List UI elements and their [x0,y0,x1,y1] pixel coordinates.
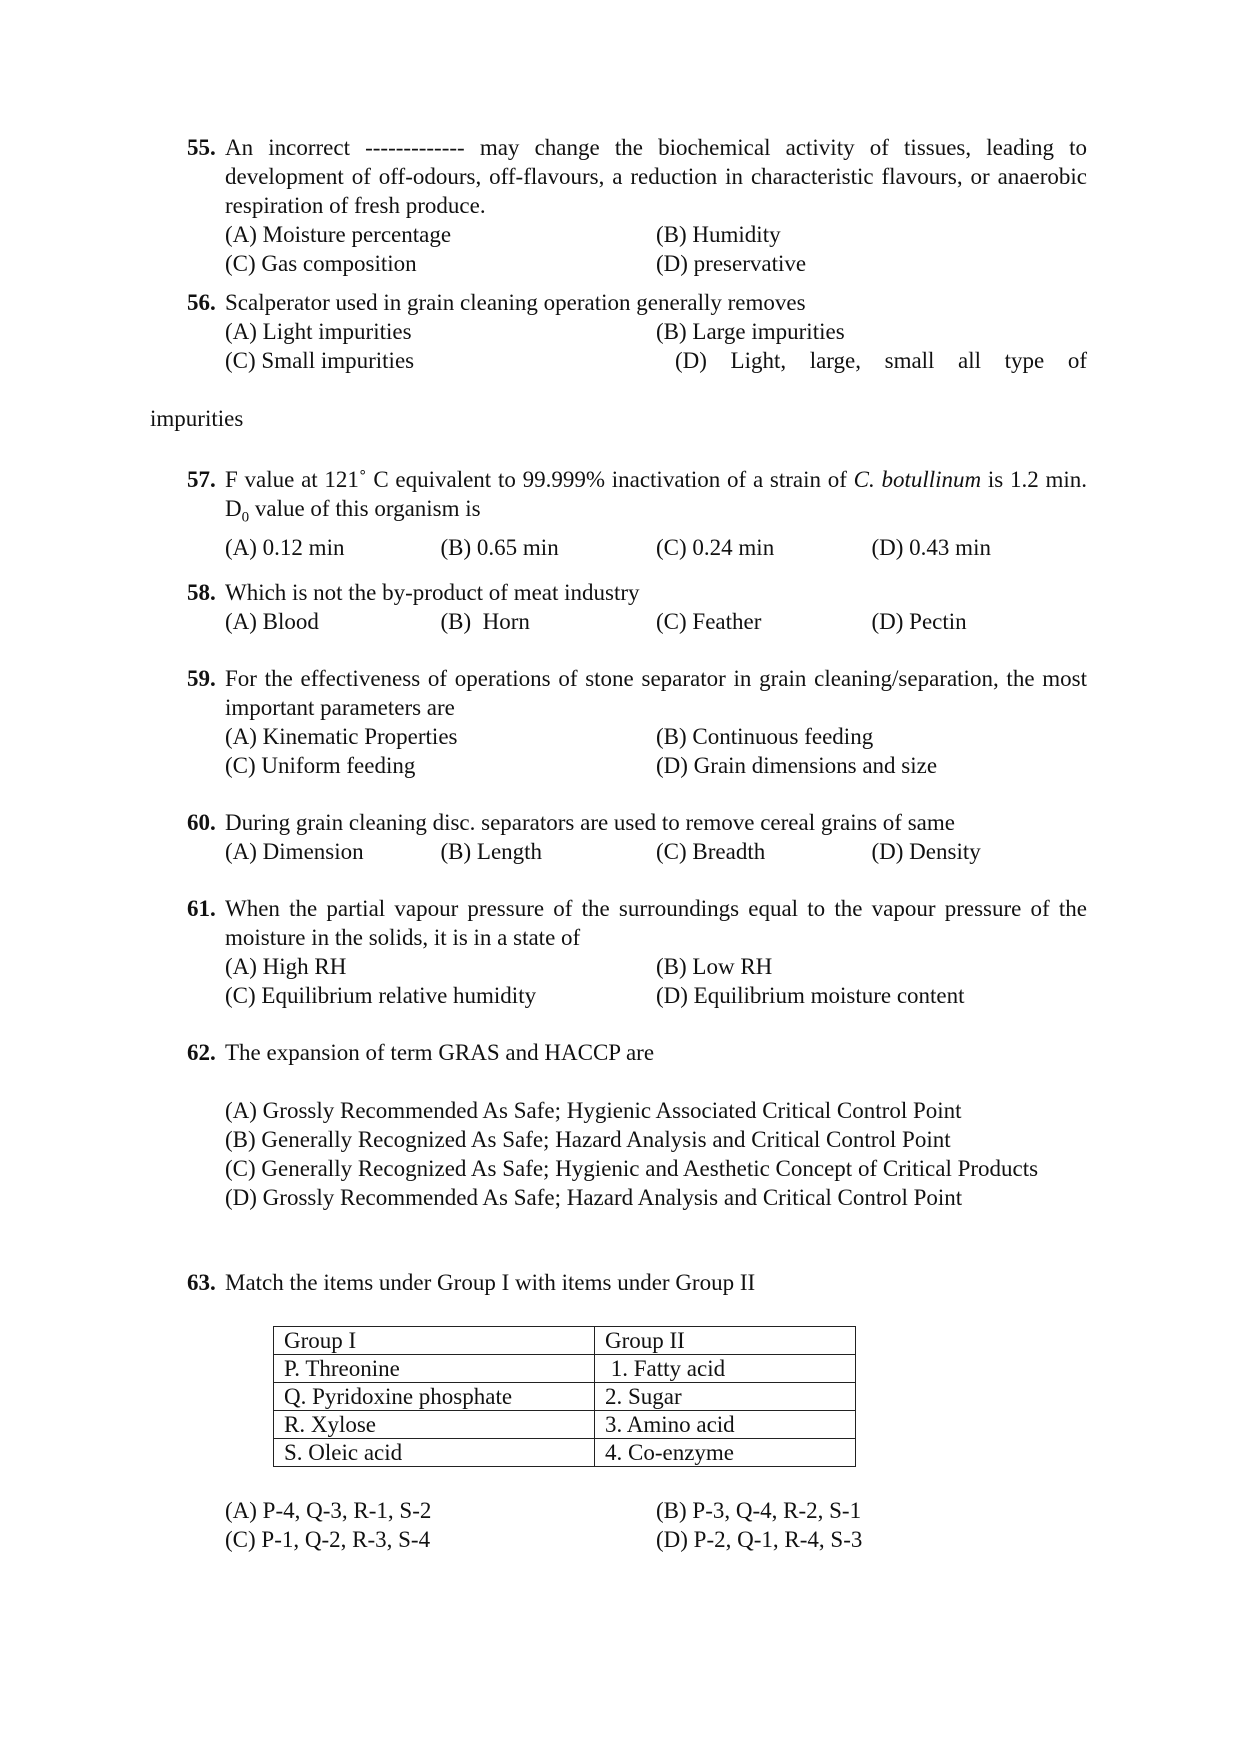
option-d: (D) Light, large, small all type of [675,348,1087,373]
option-a: (A) Moisture percentage [225,222,452,247]
option-b: (B) Continuous feeding [656,724,874,749]
question-text: When the partial vapour pressure of the surroundings equal to the vapour pressure of the moisture in the solids, it is in a state of [225,896,1087,950]
option-c: (C) Equilibrium relative humidity [225,983,537,1008]
organism-name: C. botullinum [853,467,982,492]
question-text: An incorrect ------------- may change the biochemical activity of tissues, leading to development of off-odours, off-flavours, a reduction in characteristic flavours, or anaerobic respiration of fresh produce. [225,135,1087,218]
question-text: Match the items under Group I with items under Group II [225,1270,756,1295]
question-text: Which is not the by-product of meat industry [225,580,640,605]
table-cell: P. Threonine [274,1355,595,1383]
option-a: (A) Grossly Recommended As Safe; Hygienic Associated Critical Control Point [225,1098,962,1123]
option-b: (B) Humidity [656,222,781,247]
table-header-cell: Group II [595,1327,856,1355]
option-a: (A) High RH [225,954,347,979]
question-59 [187,664,1087,780]
table-cell: 2. Sugar [595,1383,856,1411]
question-63 [187,1268,1087,1554]
option-c: (C) P-1, Q-2, R-3, S-4 [225,1527,431,1552]
option-d-overflow: impurities [150,406,244,431]
question-number: 61. [187,896,216,921]
question-62 [187,1038,1087,1212]
table-row [274,1355,856,1383]
option-b: (B) 0.65 min [440,534,559,560]
table-cell: 4. Co-enzyme [595,1439,856,1467]
question-number: 55. [187,135,216,160]
option-b: (B) Low RH [656,954,773,979]
option-c: (C) Gas composition [225,251,417,276]
question-number: 56. [187,290,216,315]
question-text: Scalperator used in grain cleaning operation generally removes [225,290,806,315]
question-61 [187,894,1087,1010]
option-d: (D) Pectin [871,609,967,634]
option-a: (A) Light impurities [225,319,412,344]
option-a: (A) P-4, Q-3, R-1, S-2 [225,1498,432,1523]
question-number: 57. [187,467,216,492]
table-cell: S. Oleic acid [274,1439,595,1467]
table-row [274,1383,856,1411]
option-c: (C) Uniform feeding [225,753,416,778]
table-cell: 1. Fatty acid [595,1355,856,1383]
question-57 [187,465,1087,562]
question-56 [187,288,1087,375]
question-number: 60. [187,810,216,835]
question-60 [187,808,1087,866]
option-a: (A) Blood [225,609,319,634]
option-b: (B) Length [440,839,543,864]
table-row [274,1411,856,1439]
match-table [273,1326,856,1467]
table-cell: Q. Pyridoxine phosphate [274,1383,595,1411]
option-d: (D) Equilibrium moisture content [656,983,965,1008]
question-number: 62. [187,1040,216,1065]
question-text: During grain cleaning disc. separators are used to remove cereal grains of same [225,810,955,835]
option-a: (A) Kinematic Properties [225,724,458,749]
table-cell: R. Xylose [274,1411,595,1439]
option-d: (D) Grain dimensions and size [656,753,938,778]
question-number: 63. [187,1270,216,1295]
option-d: (D) preservative [656,251,807,276]
option-a: (A) 0.12 min [225,534,345,560]
table-row [274,1439,856,1467]
option-d: (D) Density [871,839,981,864]
question-58 [187,578,1087,636]
option-b: (B) Horn [440,609,530,634]
option-d: (D) Grossly Recommended As Safe; Hazard Analysis and Critical Control Point [225,1185,963,1210]
option-c: (C) 0.24 min [656,534,775,560]
table-header-row [274,1327,856,1355]
option-a: (A) Dimension [225,839,364,864]
question-number: 58. [187,580,216,605]
table-header-cell: Group I [274,1327,595,1355]
option-c: (C) Feather [656,609,762,634]
table-cell: 3. Amino acid [595,1411,856,1439]
question-55 [187,133,1087,278]
option-c: (C) Generally Recognized As Safe; Hygienic and Aesthetic Concept of Critical Products [225,1156,1039,1181]
option-c: (C) Breadth [656,839,766,864]
option-b: (B) Large impurities [656,319,845,344]
question-text: For the effectiveness of operations of stone separator in grain cleaning/separation, the most important parameters are [225,666,1087,720]
question-text: F value at 121˚ C equivalent to 99.999% inactivation of a strain of C. botullinum is 1.2 min. $D_0$ value of this organism is [225,467,1088,526]
option-d: (D) 0.43 min [871,534,991,560]
option-b: (B) Generally Recognized As Safe; Hazard Analysis and Critical Control Point [225,1127,951,1152]
option-c: (C) Small impurities [225,348,415,373]
option-d: (D) P-2, Q-1, R-4, S-3 [656,1527,863,1552]
question-text: The expansion of term GRAS and HACCP are [225,1040,655,1065]
question-number: 59. [187,666,216,691]
option-b: (B) P-3, Q-4, R-2, S-1 [656,1498,862,1523]
